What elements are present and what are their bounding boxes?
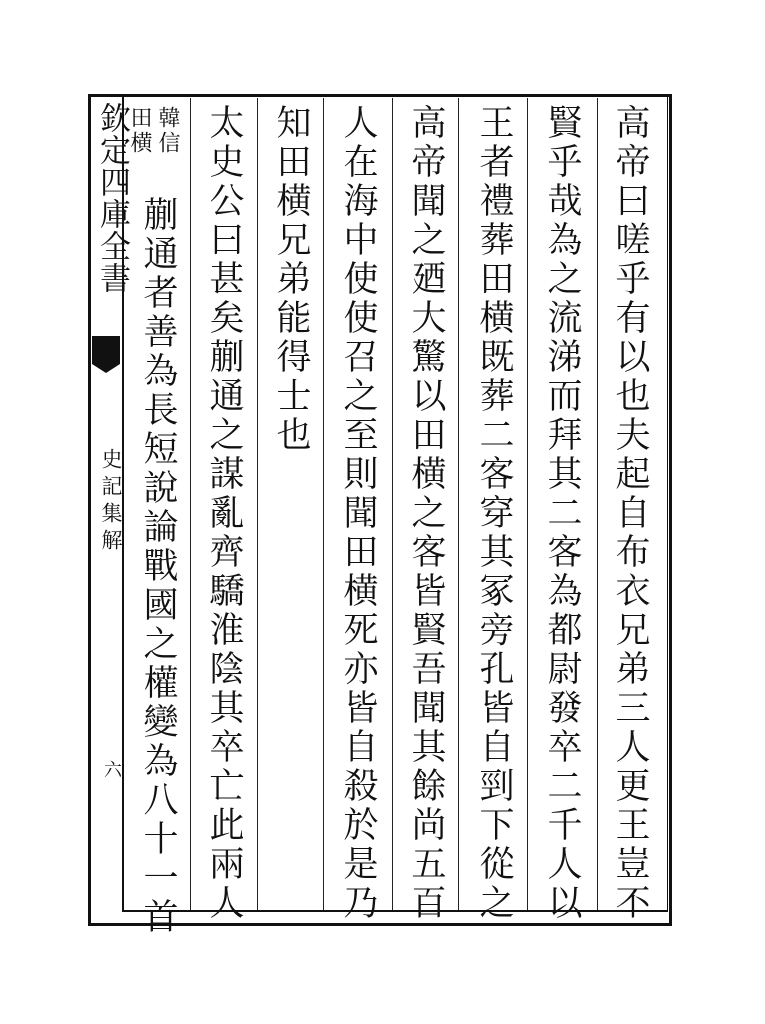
text-column-8: 蒯通者善為長短說論戰國之權變為八十一首 [138,196,178,937]
page-number: 六 [101,760,122,778]
column-rule [458,98,459,910]
text-column-4: 高帝聞之廼大驚以田横之客皆賢吾聞其餘尚五百 [406,104,446,923]
column-rule [597,98,598,910]
column-rule [527,98,528,910]
collection-title: 欽定四庫全書 [94,102,130,294]
text-column-1: 高帝曰嗟乎有以也夫起自布衣兄弟三人更王豈不 [610,104,650,923]
text-column-3: 王者禮葬田横既葬二客穿其冢旁孔皆自剄下從之 [474,104,514,923]
fishtail-mark-icon [92,336,120,364]
annotation-left: 田横 [127,106,152,156]
column-rule [190,98,191,910]
column-rule [323,98,324,910]
text-column-2: 賢乎哉為之流涕而拜其二客為都尉發卒二千人以 [542,104,582,923]
column-rule [392,98,393,910]
annotation-right: 韓信 [155,106,180,156]
book-title: 史記集解 [99,448,123,556]
text-column-5: 人在海中使使召之至則聞田横死亦皆自殺於是乃 [338,104,378,923]
column-rule [257,98,258,910]
text-column-7: 太史公曰甚矣蒯通之謀亂齊驕淮陰其卒亡此兩人 [204,104,244,923]
text-column-6: 知田横兄弟能得士也 [271,104,311,455]
